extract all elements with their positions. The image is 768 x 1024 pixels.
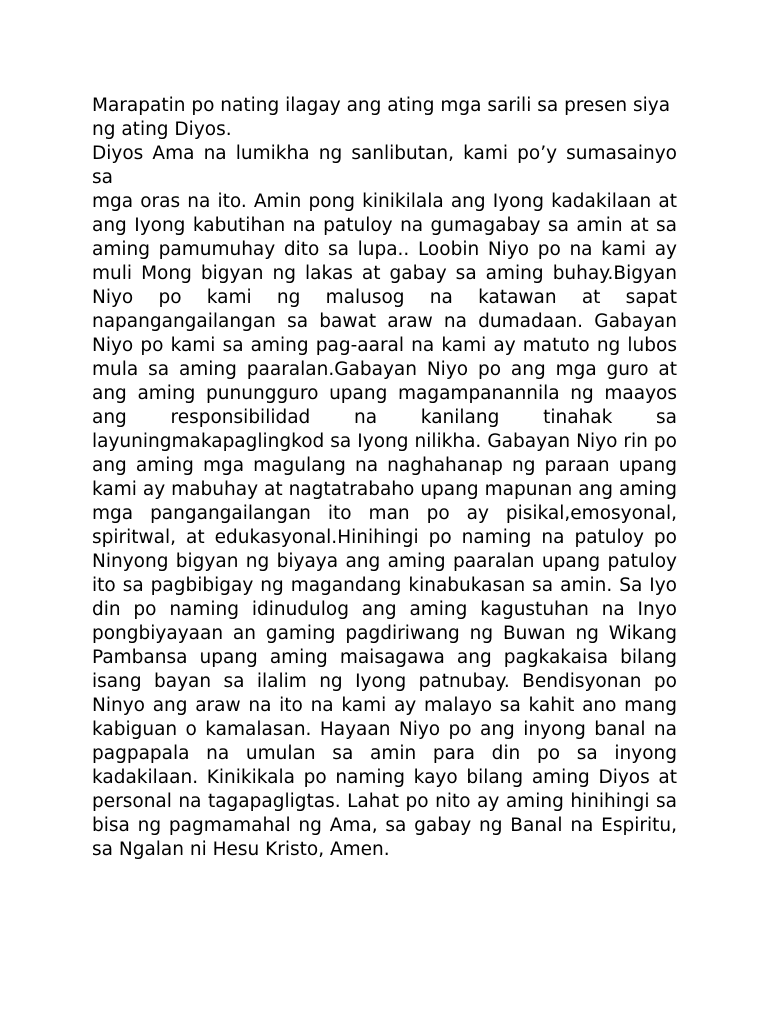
opening-paragraph: Marapatin po nating ilagay ang ating mga sarili sa presen siya ng ating Diyos. [92,95,671,140]
prayer-body-paragraph: mga oras na ito. Amin pong kinikilala ang Iyong kadakilaan at ang Iyong kabutihan na patuloy na gumagabay sa amin at sa aming pamumuhay dito sa lupa.. Loobin Niyo po na kami ay muli Mong bigyan ng lakas at gabay sa aming buhay.Bigyan Niyo po kami ng malusog na katawan at sapat napangangailangan sa bawat araw na dumadaan. Gabayan Niyo po kami sa aming pag-aaral na kami ay matuto ng lubos mula sa aming paaralan.Gabayan Niyo po ang mga guro at ang aming punungguro upang magampanannila ng maayos ang responsibilidad na kanilang tinahak sa layuningmakapaglingkod sa Iyong nilikha. Gabayan Niyo rin po ang aming mga magulang na naghahanap ng paraan upang kami ay mabuhay at nagtatrabaho upang mapunan ang aming mga pangangailangan ito man po ay pisikal,emosyonal, spiritwal, at edukasyonal.Hinihingi po naming na patuloy po Ninyong bigyan ng biyaya ang aming paaralan upang patuloy ito sa pagbibigay ng magandang kinabukasan sa amin. Sa Iyo din po naming idinudulog ang aming kagustuhan na Inyo pongbiyayaan an gaming pagdiriwang ng Buwan ng Wikang Pambansa upang aming maisagawa ang pagkakaisa bilang isang bayan sa ilalim ng Iyong patnubay. Bendisyonan po Ninyo ang araw na ito na kami ay malayo sa kahit ano mang kabiguan o kamalasan. Hayaan Niyo po ang inyong banal na pagpapala na umulan sa amin para din po sa inyong kadakilaan. Kinikikala po naming kayo bilang aming Diyos at personal na tagapagligtas. Lahat po nito ay aming hinihingi sa bisa ng pagmamahal ng Ama, sa gabay ng Banal na Espiritu, sa Ngalan ni Hesu Kristo, Amen. [92,191,677,860]
address-paragraph: Diyos Ama na lumikha ng sanlibutan, kami po’y sumasainyo sa [92,143,677,188]
document-page [92,94,677,862]
